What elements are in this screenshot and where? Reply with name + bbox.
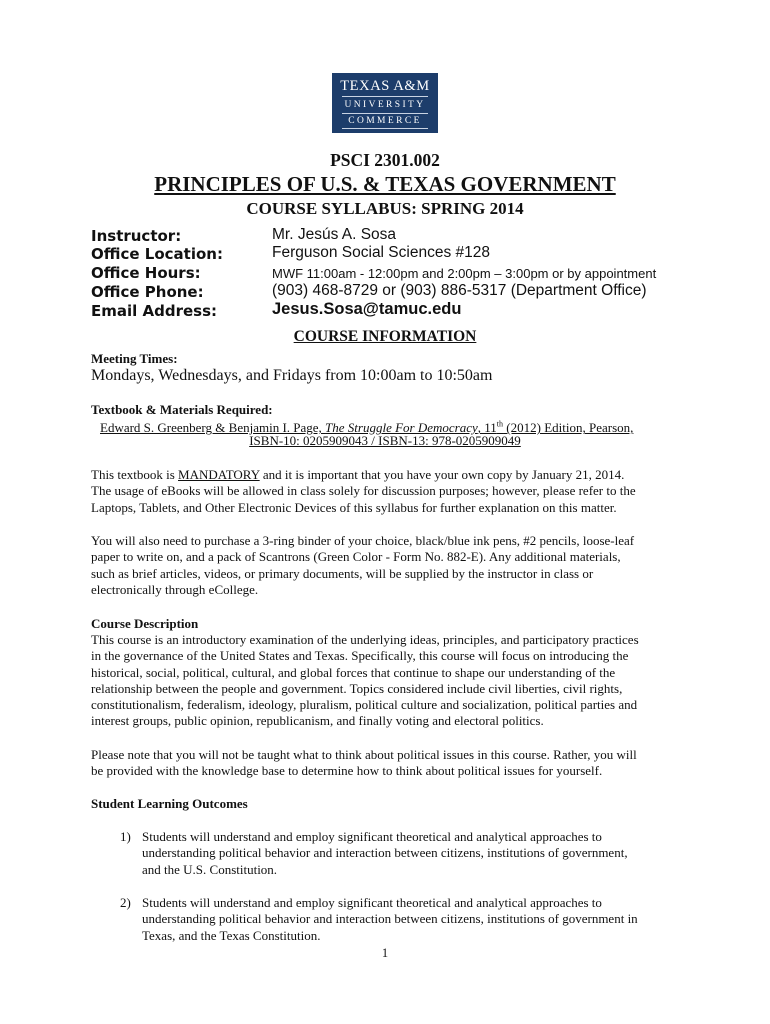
- course-title: [0, 172, 770, 197]
- textbook-edition-post: (2012) Edition, Pearson,: [503, 420, 634, 436]
- course-title-text: PRINCIPLES OF U.S. & TEXAS GOVERNMENT: [154, 172, 616, 196]
- logo-line-3: COMMERCE: [342, 113, 428, 129]
- outcome-line: understanding political behavior and interaction between citizens, institutions of government,: [142, 845, 628, 861]
- mandatory-pre: This textbook is: [91, 467, 179, 482]
- materials-line-4: electronically through eCollege.: [91, 581, 259, 597]
- textbook-label: Textbook & Materials Required:: [91, 402, 273, 417]
- mandatory-line-2: The usage of eBooks will be allowed in class solely for discussion purposes; however, please refer to the: [91, 483, 636, 499]
- meeting-times: Mondays, Wednesdays, and Fridays from 10:00am to 10:50am: [91, 367, 493, 384]
- mandatory-word: MANDATORY: [178, 467, 260, 482]
- description-note: [91, 747, 681, 780]
- syllabus-subtitle: COURSE SYLLABUS: SPRING 2014: [246, 199, 524, 218]
- textbook-title: The Struggle For Democracy: [325, 420, 478, 436]
- office-location: Ferguson Social Sciences #128: [272, 244, 490, 261]
- description-line: constitutionalism, federalism, ideology, pluralism, political culture and socialization, political parties and: [91, 697, 638, 713]
- textbook-isbn-text: ISBN-10: 0205909043 / ISBN-13: 978-0205909049: [249, 433, 521, 448]
- course-description-heading: Course Description: [91, 616, 199, 631]
- mandatory-line-1: [91, 467, 681, 483]
- instructor-label: Instructor:: [91, 227, 182, 245]
- logo-line-2: UNIVERSITY: [342, 96, 428, 111]
- materials-paragraph: [91, 533, 681, 598]
- outcome-number: 1): [120, 829, 131, 844]
- learning-outcomes-heading: Student Learning Outcomes: [91, 796, 248, 811]
- outcome-number: 2): [120, 895, 131, 910]
- materials-line-2: paper to write on, and a pack of Scantrons (Green Color - Form No. 882-E). Any additional materials,: [91, 549, 621, 565]
- office-hours: MWF 11:00am - 12:00pm and 2:00pm – 3:00pm or by appointment: [272, 266, 657, 281]
- course-information-heading: [0, 328, 770, 346]
- materials-line-1: You will also need to purchase a 3-ring binder of your choice, black/blue ink pens, #2 pencils, loose-leaf: [91, 533, 635, 548]
- mandatory-paragraph: [91, 467, 681, 516]
- outcome-item: [142, 829, 682, 878]
- description-line: historical, social, political, cultural, and global forces that continue to shape our understanding of the: [91, 664, 616, 680]
- note-line: be provided with the knowledge base to determine how to think about political issues for yourself.: [91, 763, 603, 779]
- email-address[interactable]: Jesus.Sosa@tamuc.edu: [272, 300, 462, 318]
- description-line: interest groups, public opinion, republicanism, and finally voting and electoral politics.: [91, 713, 544, 729]
- note-line: Please note that you will not be taught what to think about political issues in this course. Rather, you will: [91, 747, 637, 762]
- outcome-line: and the U.S. Constitution.: [142, 861, 278, 877]
- office-location-label: Office Location:: [91, 245, 223, 263]
- meeting-times-label: Meeting Times:: [91, 351, 178, 366]
- textbook-edition-sup: th: [496, 420, 504, 429]
- textbook-isbn: [0, 433, 770, 449]
- mandatory-post: and it is important that you have your own copy by January 21, 2014.: [259, 467, 625, 482]
- textbook-edition-pre: , 11: [477, 420, 497, 436]
- outcome-line: Texas, and the Texas Constitution.: [142, 927, 321, 943]
- course-description: [91, 632, 681, 730]
- university-logo: [332, 73, 438, 133]
- course-information-heading-text: COURSE INFORMATION: [293, 328, 477, 345]
- page-number: 1: [381, 946, 389, 960]
- mandatory-line-3: Laptops, Tablets, and Other Electronic Devices of this syllabus for further explanation on this matter.: [91, 499, 617, 515]
- email-label: Email Address:: [91, 302, 218, 320]
- office-hours-label: Office Hours:: [91, 264, 201, 282]
- outcome-item: [142, 895, 682, 944]
- logo-line-1: TEXAS A&M: [340, 78, 430, 94]
- outcome-line: understanding political behavior and interaction between citizens, institutions of government in: [142, 911, 638, 927]
- outcome-line: Students will understand and employ significant theoretical and analytical approaches to: [142, 895, 602, 910]
- materials-line-3: such as brief articles, videos, or primary documents, will be supplied by the instructor in class or: [91, 565, 594, 581]
- course-number: PSCI 2301.002: [330, 150, 440, 170]
- instructor-name: Mr. Jesús A. Sosa: [272, 226, 397, 243]
- description-line: This course is an introductory examination of the underlying ideas, principles, and participatory practices: [91, 632, 639, 647]
- office-phone: (903) 468-8729 or (903) 886-5317 (Department Office): [272, 282, 647, 299]
- outcome-line: Students will understand and employ significant theoretical and analytical approaches to: [142, 829, 602, 844]
- description-line: in the governance of the United States and Texas. Specifically, this course will focus on introducing the: [91, 648, 629, 664]
- office-phone-label: Office Phone:: [91, 283, 204, 301]
- textbook-authors: Edward S. Greenberg & Benjamin I. Page,: [100, 420, 326, 436]
- description-line: relationship between the people and government. Topics considered include civil liberties, civil rights,: [91, 680, 623, 696]
